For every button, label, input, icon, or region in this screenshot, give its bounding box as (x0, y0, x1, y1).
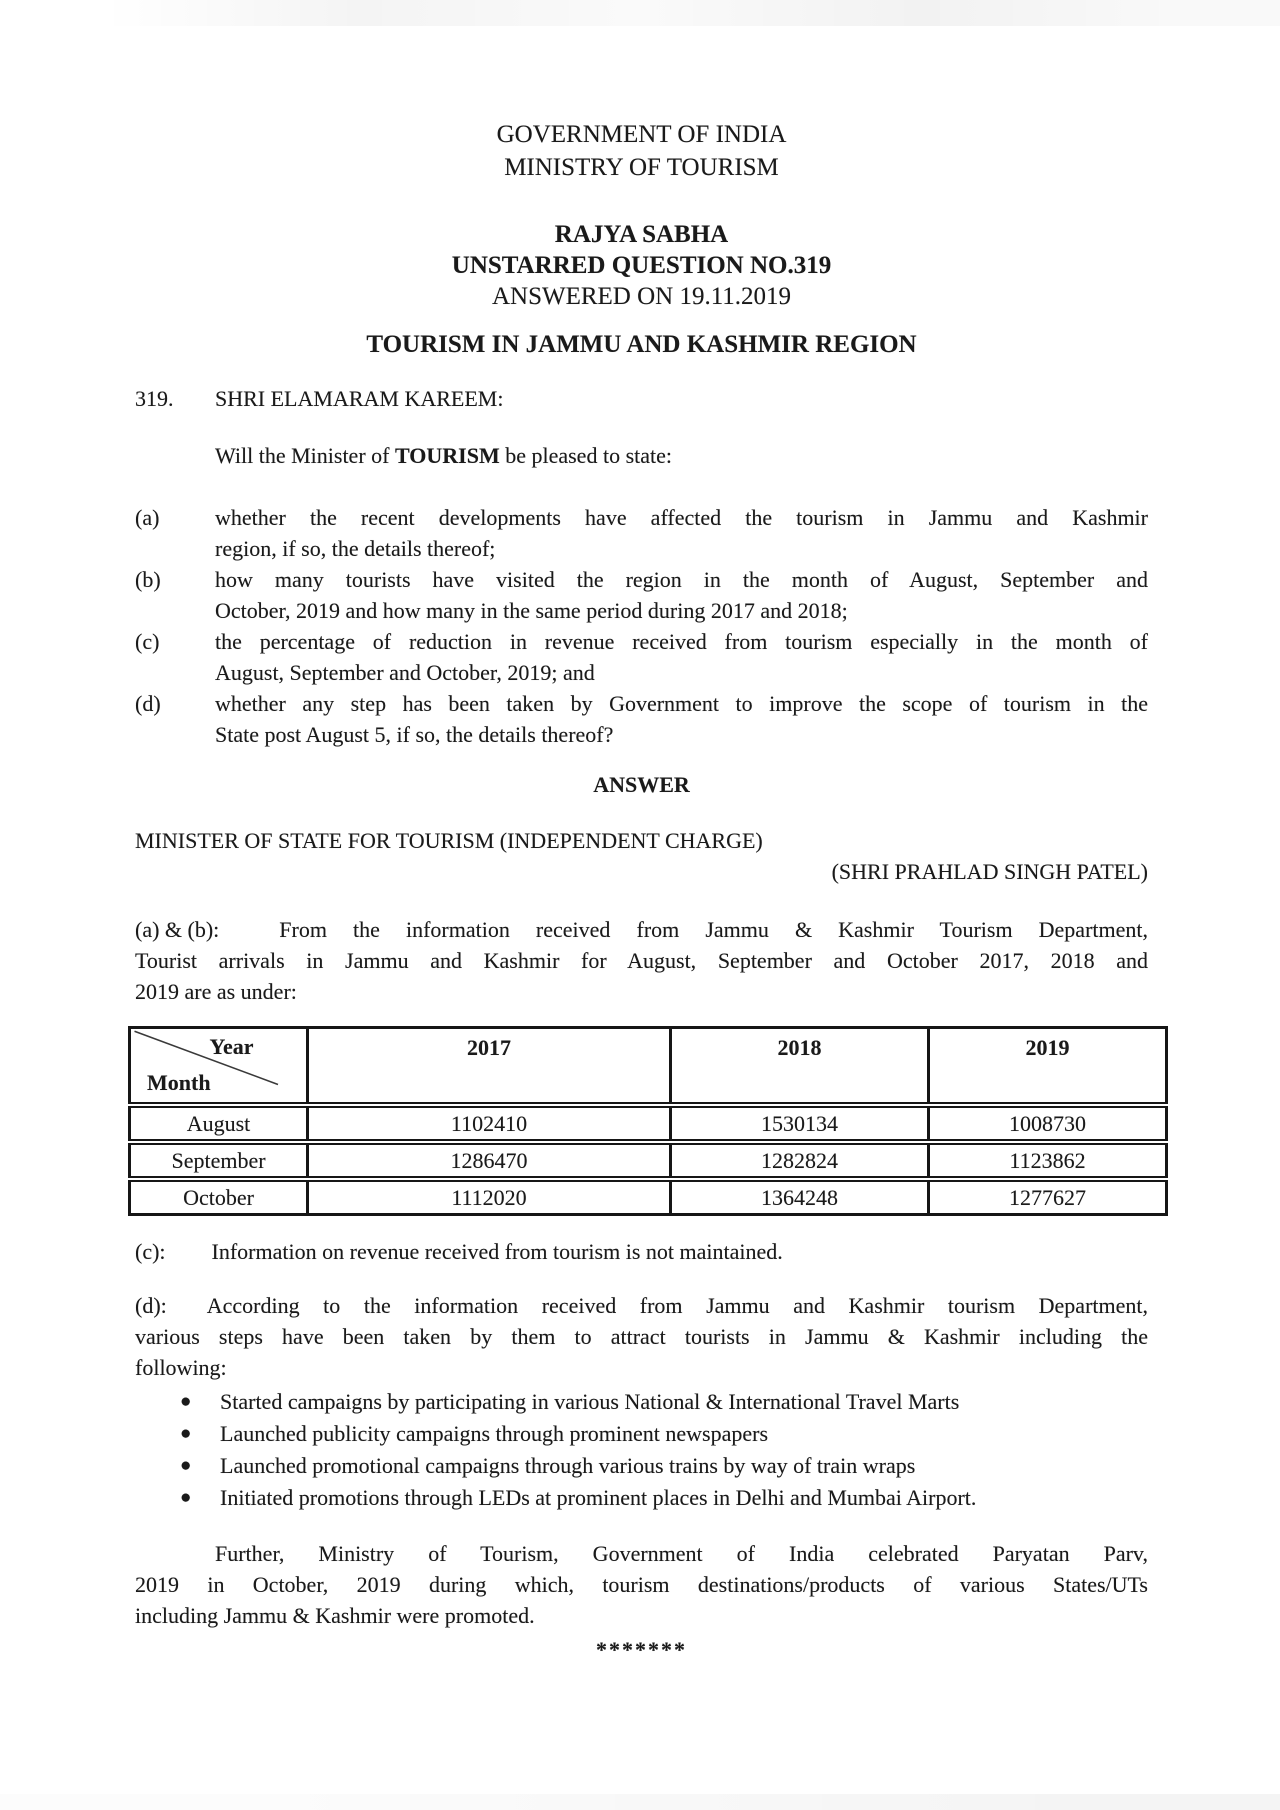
letterhead (135, 118, 1148, 184)
table-row-september (130, 1142, 1167, 1179)
answer-para-ab (135, 914, 1148, 1007)
item-text-line: how many tourists have visited the region in the month of August, September and (215, 567, 1148, 592)
bullet-icon: ● (180, 1423, 192, 1444)
corner-year-label: Year (209, 1034, 254, 1059)
bullet-icon: ● (180, 1391, 192, 1412)
preamble-pre: Will the Minister of (215, 443, 395, 468)
item-text-line: State post August 5, if so, the details thereof? (215, 722, 614, 747)
house-name: RAJYA SABHA (554, 221, 729, 248)
item-text-line: whether any step has been taken by Government to improve the scope of tourism in the (215, 691, 1148, 716)
label-gap (219, 914, 279, 945)
value-cell: 1364248 (671, 1179, 929, 1215)
closing-paragraph (135, 1538, 1148, 1631)
value-cell: 1112020 (308, 1179, 671, 1215)
item-label: (c) (135, 629, 160, 654)
para-line: From the information received from Jammu & Kashmir Tourism Department, (279, 917, 1148, 942)
answered-on-line: ANSWERED ON 19.11.2019 (491, 283, 792, 310)
value-cell: 1277627 (929, 1179, 1167, 1215)
bullet-item (135, 1418, 1148, 1450)
value-cell: 1008730 (929, 1105, 1167, 1142)
month-cell: August (130, 1105, 308, 1142)
question-number: 319. (135, 386, 174, 411)
preamble-post: be pleased to state: (499, 443, 672, 468)
year-column-header: 2018 (671, 1028, 929, 1106)
para-line: 2019 are as under: (135, 979, 297, 1004)
value-cell: 1286470 (308, 1142, 671, 1179)
label-gap (166, 1236, 212, 1267)
para-c-label: (c): (135, 1239, 166, 1264)
subject-title: TOURISM IN JAMMU AND KASHMIR REGION (366, 331, 917, 358)
scan-smudge-bottom (0, 1794, 1280, 1810)
bullet-text: Initiated promotions through LEDs at prominent places in Delhi and Mumbai Airport. (220, 1485, 977, 1510)
question-member-row (135, 383, 1148, 414)
value-cell: 1530134 (671, 1105, 929, 1142)
item-text-line: whether the recent developments have affected the tourism in Jammu and Kashmir (215, 505, 1148, 530)
end-marker: ******* (596, 1637, 687, 1662)
value-cell: 1123862 (929, 1142, 1167, 1179)
question-item-d (135, 688, 1148, 750)
steps-bullet-list (135, 1386, 1148, 1514)
table-row-october (130, 1179, 1167, 1215)
question-item-b (135, 564, 1148, 626)
member-name: SHRI ELAMARAM KAREEM: (215, 386, 504, 411)
para-line: following: (135, 1355, 227, 1380)
answer-para-d (135, 1290, 1148, 1383)
para-line: Tourist arrivals in Jammu and Kashmir for August, September and October 2017, 2018 and (135, 948, 1148, 973)
item-text-line: region, if so, the details thereof; (215, 536, 496, 561)
para-ab-label: (a) & (b): (135, 917, 220, 942)
document-content (135, 0, 1148, 1665)
minister-name: (SHRI PRAHLAD SINGH PATEL) (831, 859, 1148, 884)
session-block (135, 219, 1148, 312)
table-header-row (130, 1028, 1167, 1106)
item-text-line: August, September and October, 2019; and (215, 660, 595, 685)
ministry-line: MINISTRY OF TOURISM (504, 154, 779, 181)
question-item-a (135, 502, 1148, 564)
table-corner-cell (130, 1028, 308, 1106)
item-text-line: October, 2019 and how many in the same period during 2017 and 2018; (215, 598, 848, 623)
label-gap (167, 1290, 207, 1321)
month-cell: October (130, 1179, 308, 1215)
para-d-label: (d): (135, 1293, 167, 1318)
tourist-arrivals-table (128, 1026, 1168, 1216)
item-label: (b) (135, 567, 161, 592)
question-items (135, 502, 1148, 750)
para-line: including Jammu & Kashmir were promoted. (135, 1603, 535, 1628)
preamble-ministry: TOURISM (394, 443, 500, 468)
item-text-line: the percentage of reduction in revenue received from tourism especially in the month of (215, 629, 1148, 654)
answer-heading: ANSWER (593, 772, 690, 797)
question-preamble (135, 440, 1148, 471)
bullet-item (135, 1386, 1148, 1418)
para-line: According to the information received from Jammu and Kashmir tourism Department, (206, 1293, 1148, 1318)
answer-para-c (135, 1236, 1148, 1267)
bullet-item (135, 1450, 1148, 1482)
value-cell: 1102410 (308, 1105, 671, 1142)
bullet-icon: ● (180, 1487, 192, 1508)
para-line: Further, Ministry of Tourism, Government of India celebrated Paryatan Parv, (215, 1541, 1148, 1566)
bullet-text: Launched promotional campaigns through various trains by way of train wraps (220, 1453, 916, 1478)
month-cell: September (130, 1142, 308, 1179)
question-item-c (135, 626, 1148, 688)
minister-designation: MINISTER OF STATE FOR TOURISM (INDEPENDENT CHARGE) (135, 828, 763, 853)
para-line: 2019 in October, 2019 during which, tourism destinations/products of various States/UTs (135, 1572, 1148, 1597)
bullet-item (135, 1482, 1148, 1514)
para-line: Information on revenue received from tourism is not maintained. (211, 1239, 783, 1264)
year-column-header: 2019 (929, 1028, 1167, 1106)
value-cell: 1282824 (671, 1142, 929, 1179)
item-label: (d) (135, 691, 161, 716)
question-number-line: UNSTARRED QUESTION NO.319 (451, 252, 832, 279)
bullet-text: Started campaigns by participating in various National & International Travel Marts (220, 1389, 960, 1414)
item-label: (a) (135, 505, 160, 530)
bullet-icon: ● (180, 1455, 192, 1476)
bullet-text: Launched publicity campaigns through prominent newspapers (220, 1421, 769, 1446)
para-line: various steps have been taken by them to attract tourists in Jammu & Kashmir including the (135, 1324, 1148, 1349)
year-column-header: 2017 (308, 1028, 671, 1106)
table-row-august (130, 1105, 1167, 1142)
corner-month-label: Month (147, 1070, 211, 1095)
government-line: GOVERNMENT OF INDIA (496, 121, 787, 148)
